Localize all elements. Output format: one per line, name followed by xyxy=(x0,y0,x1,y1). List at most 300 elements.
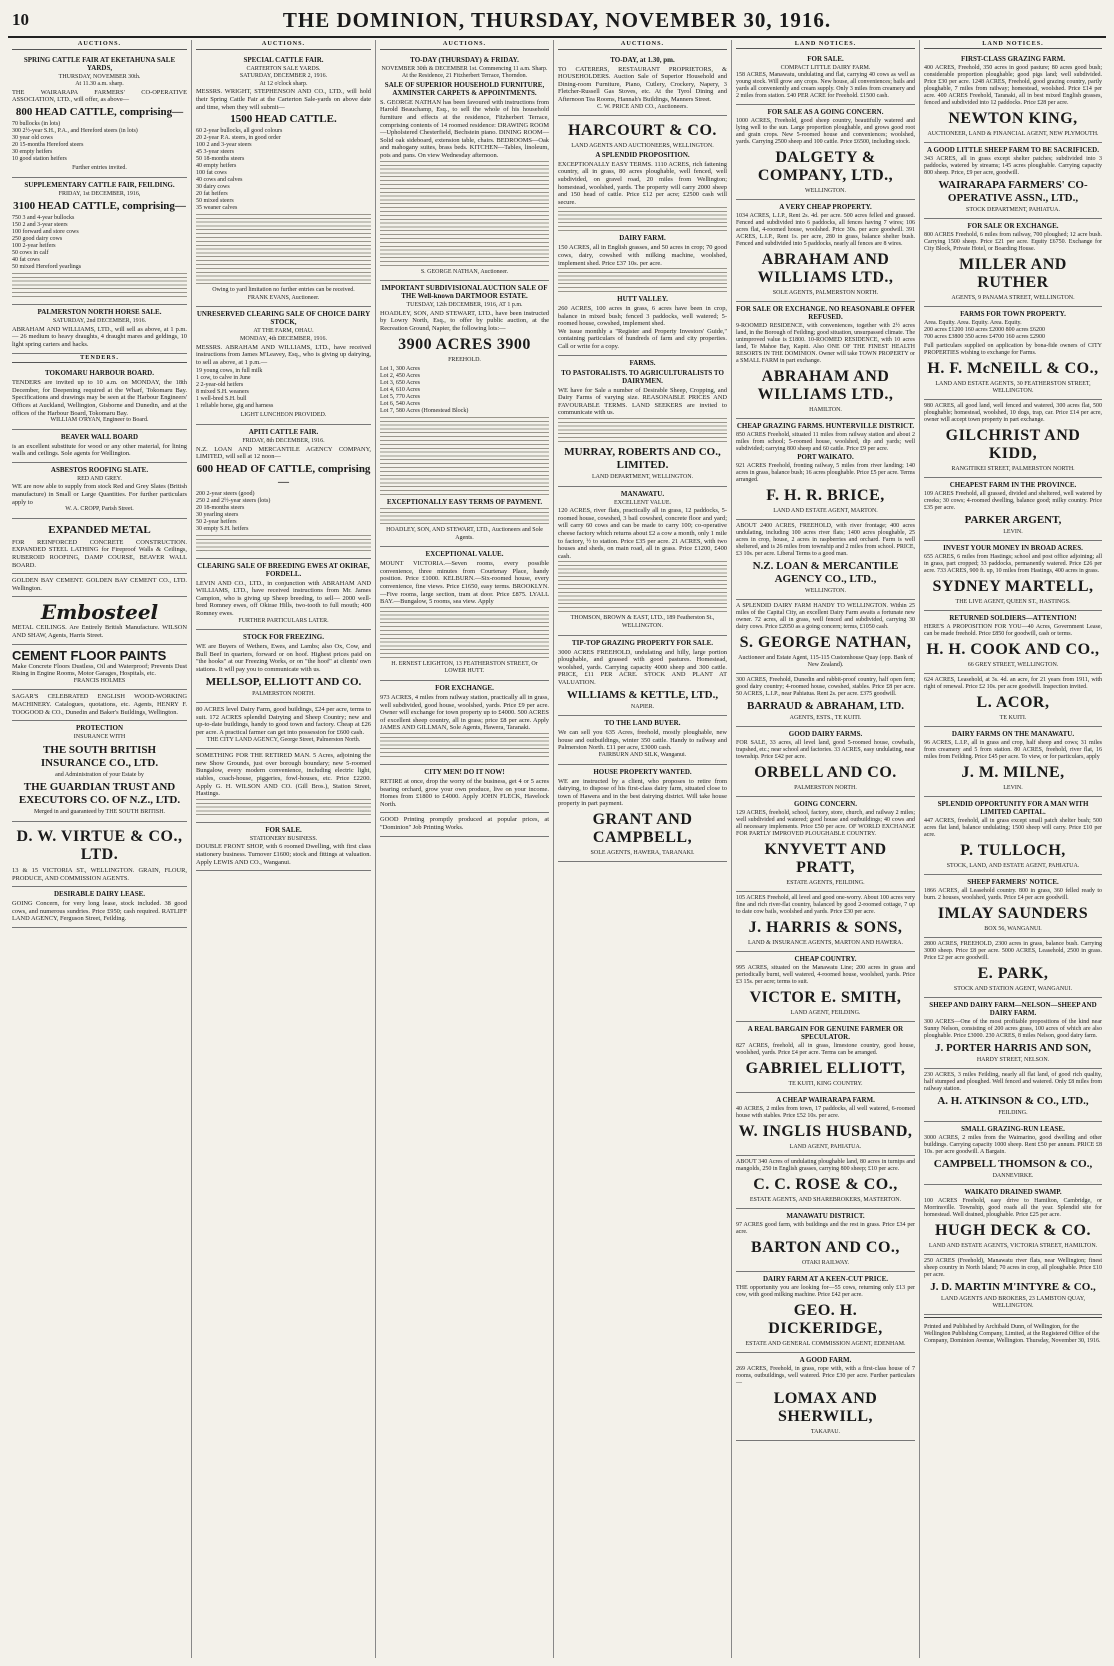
advert-signature: LAND AND ESTATE AGENTS, VICTORIA STREET, HAMILTON. xyxy=(928,1243,1098,1249)
advert-body: 100 ACRES Freehold, easy drive to Hamilton, Cambridge, or Morrinsville. Township, good roads all the year. Splendid site for homestead. Well drained, ploughable. Price £25 per acre. xyxy=(924,1198,1102,1218)
list-item: Lot 2, 450 Acres xyxy=(380,373,420,380)
section-heading: LAND NOTICES. xyxy=(736,40,915,49)
list-item: 100 2-year heifers xyxy=(12,243,56,250)
list-item: 250 2 and 2½-year steers (lots) xyxy=(196,497,271,504)
advert-body: 150 ACRES, all in English grasses, and 50 acres in crop; 70 good cows, dairy, cowshed with milking machine, woolshed, implement shed. Price £37 10s. per acre. xyxy=(558,244,727,267)
advert-title: INVEST YOUR MONEY IN BROAD ACRES. xyxy=(943,544,1083,552)
advert-headline: EXPANDED METAL xyxy=(48,523,151,536)
advert-headline: ABRAHAM AND WILLIAMS LTD., xyxy=(757,251,894,286)
advert xyxy=(736,302,915,419)
advert xyxy=(924,478,1102,541)
advert-body: 230 ACRES, 3 miles Feilding, nearly all flat land, of good rich quality, half stumped and ploughed. Well fenced and watered. Only £8 miles from railway station. xyxy=(924,1072,1102,1092)
advert-title: CLEARING SALE OF BREEDING EWES AT OKIRAE, FORDELL. xyxy=(197,561,370,578)
advert-body: 827 ACRES, freehold, all in grass, limestone country, good house, woolshed, yards. Price £4 per acre. Terms can be arranged. xyxy=(736,1043,915,1056)
advert xyxy=(736,1209,915,1272)
advert xyxy=(736,52,915,105)
advert xyxy=(12,366,187,430)
advert xyxy=(12,53,187,178)
advert-subtitle: RED AND GREY. xyxy=(77,475,122,482)
advert-footnote: EXCEPTIONALLY EASY TERMS OF PAYMENT. xyxy=(386,498,543,507)
list-item: Lot 1, 300 Acres xyxy=(380,366,420,373)
advert-signature: THOMSON, BROWN & EAST, LTD., 189 Featherston St., WELLINGTON. xyxy=(570,615,715,629)
list-item: 19 young cows, in full milk xyxy=(196,368,263,375)
advert-title: TOKOMARU HARBOUR BOARD. xyxy=(45,369,154,378)
advert-signature: 66 GREY STREET, WELLINGTON. xyxy=(967,662,1059,668)
advert xyxy=(924,1255,1102,1315)
advert-body: Make Concrete Floors Dustless, Oil and Waterproof; Prevents Dust Rising in Engine Rooms, Motor Garages, Hospitals, etc. xyxy=(12,662,187,678)
advert-body: is an excellent substitute for wood or any other material, for lining walls and ceilings. Sole agents for Wellington. xyxy=(12,442,187,458)
advert xyxy=(736,1156,915,1209)
advert-body: 624 ACRES, Leasehold, at 3s. 4d. an acre, for 21 years from 1911, with right of renewal. Price £2 10s. per acre goodwill. Inspection invited. xyxy=(924,677,1102,690)
advert xyxy=(736,797,915,892)
section-heading: AUCTIONS. xyxy=(12,40,187,50)
advert-headline: SYDNEY MARTELL, xyxy=(932,578,1094,595)
advert-title: PROTECTION xyxy=(75,724,124,733)
advert-signature: STOCK AND STATION AGENT, WANGANUI. xyxy=(953,986,1073,992)
advert-headline: MELLSOP, ELLIOTT AND CO. xyxy=(205,675,362,688)
list-item: 30 empty heifers xyxy=(12,148,53,155)
advert-body: LEVIN AND CO., LTD., in conjunction with ABRAHAM AND WILLIAMS, LTD., have received instructions from Mr. James Campion, who is giving up Sheep breeding, to sell— 2000 well-bred Romney ewes, off Okirae Hills, two-tooth to full mouth; 400 Romney ewes. xyxy=(196,579,371,618)
advert xyxy=(12,597,187,644)
advert-signature: Auctioneer and Estate Agent, 115-115 Customhouse Quay (opp. Bank of New Zealand). xyxy=(738,655,913,668)
advert-signature: DANNEVIRKE. xyxy=(992,1173,1034,1179)
advert-signature: THE CITY LAND AGENCY, George Street, Palmerston North. xyxy=(206,736,361,743)
advert-headline: GILCHRIST AND KIDD, xyxy=(945,427,1081,462)
advert xyxy=(12,178,187,306)
advert-subtitle: FREEHOLD. xyxy=(448,356,481,363)
advert-signature: LAND AGENT, PAHIATUA. xyxy=(789,1144,862,1150)
advert-signature: OTAKI RAILWAY. xyxy=(801,1260,850,1266)
list-item: Lot 6, 540 Acres xyxy=(380,401,420,408)
advert-body: 269 ACRES, Freehold, in grass, rope with, with a first-class house of 7 rooms, outbuildings, well watered. Price £30 per acre. Further particulars— xyxy=(736,1366,915,1386)
advert xyxy=(12,690,187,721)
page-number: 10 xyxy=(12,10,29,29)
advert-body: 300 ACRES, Freehold, Dunedin and rabbit-proof country, half open fern; good dairy country; 4-roomed house, cowshed, stables. Price £8 per acre. 50 ACRES, L.I.P., near Pahiatua. Rent 2s. per acre. £375 goodwill. xyxy=(736,677,915,697)
advert-title: RETURNED SOLDIERS—ATTENTION! xyxy=(949,614,1077,622)
advert-body: N.Z. LOAN AND MERCANTILE AGENCY COMPANY, LIMITED, will sell at 12 noon— xyxy=(196,445,371,461)
column-4 xyxy=(554,40,732,1658)
advert-title: DESIRABLE DAIRY LEASE. xyxy=(53,890,146,899)
list-item: Lot 7, 580 Acres (Homestead Block) xyxy=(380,408,469,415)
advert-headline: THE SOUTH BRITISH INSURANCE CO., LTD. xyxy=(40,743,159,769)
advert xyxy=(924,400,1102,478)
advert-title: A VERY CHEAP PROPERTY. xyxy=(779,203,872,211)
advert-body: WE are now able to supply from stock Red and Grey Slates (British manufacture) in Small or Large Quantities. For further particulars apply to xyxy=(12,483,187,506)
advert-body: 96 ACRES, L.I.P., all in grass and crop, half sheep and cows; 31 miles from creamery and 5 from station. 80 ACRES, freehold, river flat, 16 miles from Feilding. Price £45 per acre. To view, or for particulars, apply xyxy=(924,740,1102,760)
advert xyxy=(12,887,187,928)
advert-signature: LAND AND ESTATE AGENTS, 30 FEATHERSTON STREET, WELLINGTON. xyxy=(935,381,1091,394)
advert-headline: BARRAUD & ABRAHAM, LTD. xyxy=(747,700,904,712)
list-item: 100 forward and store cows xyxy=(12,229,79,236)
advert xyxy=(924,1122,1102,1185)
advert-title: ASBESTOS ROOFING SLATE. xyxy=(50,465,149,474)
list-item: 100 2 and 3-year steers xyxy=(196,142,252,149)
advert-title: DAIRY FARM AT A KEEN-CUT PRICE. xyxy=(763,1275,888,1283)
advert-signature: BOX 56, WANGANUI. xyxy=(984,926,1042,932)
advert xyxy=(196,53,371,308)
advert-title: HOUSE PROPERTY WANTED. xyxy=(593,767,692,776)
advert xyxy=(736,1272,915,1353)
advert-title: DAIRY FARM. xyxy=(619,234,666,243)
advert-body: 921 ACRES Freehold, fronting railway, 5 miles from river landing; 140 acres in grass, balance bush; 16 acres ploughable. Price £5 per acre. Terms arranged. xyxy=(736,463,915,483)
advert-body: DOUBLE FRONT SHOP, with 6 roomed Dwelling, with first class stationery business. Turnover £1600; stock and fittings at valuation. Apply LEWIS AND CO., Wanganui. xyxy=(196,843,371,866)
advert-headline: E. PARK, xyxy=(977,965,1049,982)
advert-subtitle: CARTERTON SALE YARDS. xyxy=(246,65,321,72)
advert-title: SPLENDID OPPORTUNITY FOR A MAN WITH LIMITED CAPITAL. xyxy=(937,800,1089,816)
advert-headline: A. H. ATKINSON & CO., LTD., xyxy=(937,1095,1089,1107)
advert-title: A GOOD FARM. xyxy=(799,1356,852,1364)
advert-body: Full particulars supplied on application by bona-fide owners of CITY PROPERTIES wishing to exchange for Farms. xyxy=(924,343,1102,356)
advert-body: 109 ACRES Freehold, all grassed, divided and sheltered, well watered by creeks; 30 cows; 4-roomed dwelling, balance good; milky country. Price £35 per acre. xyxy=(924,491,1102,511)
advert-body: HOADLEY, SON, AND STEWART, LTD., have been instructed by Lowry North, Esq., to offer by public auction, at the Recreation Ground, Napier, the following lots:— xyxy=(380,309,549,332)
advert-body: 9-ROOMED RESIDENCE, with conveniences, together with 2½ acres land, in the Borough of Feilding; good situation, unsurpassed climate. The unimproved value is £1800. 10-ROOMED RESIDENCE, with 10 acres land, Te Mahoe Bay, Kapiti. Also ONE OF THE FINEST HEALTH RESORTS IN THE DOMINION. Owner will take TOWN PROPERTY or a SMALL FARM in part exchange. xyxy=(736,323,915,364)
advert-body: 447 ACRES, freehold, all in grass except small patch shelter bush; 500 acres flat land, balance undulating; 1500 sheep will carry. Price £10 per acre. xyxy=(924,818,1102,838)
advert-title: EXCEPTIONAL VALUE. xyxy=(425,550,504,559)
advert-title: CHEAP COUNTRY. xyxy=(794,955,857,963)
advert-body: ABOUT 2400 ACRES, FREEHOLD, with river frontage; 400 acres undulating, including 100 acres river flats; 1400 acres ploughable, 25 acres in crop, house, 2 acres in raspberries and orchard. Farm is well sheltered, and is 26 miles from township and 2 miles from school. PRICE, £3 10s. per acre. Liberal Terms to a good man. xyxy=(736,523,915,557)
advert-title: IMPORTANT SUBDIVISIONAL AUCTION SALE OF THE Well-known DARTMOOR ESTATE. xyxy=(381,284,548,301)
advert-signature: WELLINGTON. xyxy=(804,188,847,194)
advert-signature: SOLE AGENTS, HAWERA, TARANAKI. xyxy=(590,849,695,856)
advert-body: METAL CEILINGS. Are Entirely British Manufacture. WILSON AND SHAW, Agents, Harris Street. xyxy=(12,624,187,639)
advert xyxy=(558,53,727,117)
list-item: 50 18-months steers xyxy=(196,156,245,163)
advert-body: FOR SALE, 33 acres, all level land, good 5-roomed house, cowbails, trapshed, etc.; near school and factories. 33 ACRES, easy undulating, near township. Price £42 per acre. xyxy=(736,740,915,760)
advert-headline: GABRIEL ELLIOTT, xyxy=(745,1060,906,1077)
list-item: 45 3-year steers xyxy=(196,149,234,156)
advert xyxy=(736,200,915,302)
advert-date: FRIDAY, 8th DECEMBER, 1916. xyxy=(242,437,325,444)
advert-text: and Administration of your Estate by xyxy=(55,771,144,778)
advert-body: ABOUT 340 Acres of undulating ploughable land, 80 acres in turnips and mangolds, 250 in English grasses, carrying 800 sheep; £10 per acre. xyxy=(736,1159,915,1172)
advert-title: SUPPLEMENTARY CATTLE FAIR, FEILDING. xyxy=(24,180,175,189)
advert-subtitle: LAND AGENTS AND AUCTIONEERS, WELLINGTON. xyxy=(571,143,714,150)
advert-body: GOING Concern, for very long lease, stock included. 38 good cows, and numerous sundries. Price £950; cash required. RATLIFF LAND AGENCY, Ferguson Street, Feilding. xyxy=(12,900,187,923)
advert-body: 655 ACRES, 6 miles from Hastings; school and post office adjoining; all in grass, part cropped; 33 paddocks, permanently watered. Price £26 per acre. 733 ACRES, 900 ft. up, 10 miles from Hastings, 400 acres in grass. xyxy=(924,554,1102,574)
advert-signature: ESTATE AND GENERAL COMMISSION AGENT, EDENHAM. xyxy=(745,1341,906,1347)
advert xyxy=(736,105,915,200)
advert-headline: H. F. McNEILL & CO., xyxy=(927,360,1099,377)
list-item: 2 2-year-old heifers xyxy=(196,382,244,389)
advert-signature: LAND AND ESTATE AGENT, MARTON. xyxy=(773,508,878,514)
advert-title: TO THE LAND BUYER. xyxy=(604,719,681,728)
newspaper-title: THE DOMINION, THURSDAY, NOVEMBER 30, 1916. xyxy=(282,8,832,32)
advert-title: DAIRY FARMS ON THE MANAWATU. xyxy=(951,730,1075,738)
page-columns xyxy=(8,40,1106,1658)
advert-body: GOOD Printing promptly produced at popular prices, at "Dominion" Job Printing Works. xyxy=(380,816,549,831)
advert-signature: HOADLEY, SON, AND STEWART, LTD., Auctioneers and Sole Agents. xyxy=(386,527,543,541)
advert xyxy=(924,541,1102,611)
advert-title: SMALL GRAZING-RUN LEASE. xyxy=(961,1125,1065,1133)
list-item: 60 2-year bullocks, all good colours xyxy=(196,128,283,135)
advert-headline: C. C. ROSE & CO., xyxy=(753,1176,898,1193)
advert-signature: WILLIAM O'RYAN, Engineer to Board. xyxy=(50,417,149,424)
advert-title: A REAL BARGAIN FOR GENUINE FARMER OR SPECULATOR. xyxy=(747,1025,904,1041)
advert-body: 129 ACRES, freehold, school, factory, store, church, and railway 2 miles; well subdivided and watered; good house and outbuildings; 40 cows and all necessary implements. Price £50 per acre. OF WORLD EXCHANGE FOR PARTLY IMPROVED PLOUGHABLE COUNTRY. xyxy=(736,810,915,837)
advert-title: SPECIAL CATTLE FAIR. xyxy=(243,55,324,64)
section-heading: TENDERS. xyxy=(12,354,187,364)
advert xyxy=(196,749,371,823)
advert-body: FOR REINFORCED CONCRETE CONSTRUCTION. EXPANDED STEEL LATHING for Fireproof Walls & Ceilings, RUBEROID ROOFING, DAMP COURSE, BEAVER WALL BOARD. xyxy=(12,538,187,569)
advert xyxy=(924,611,1102,674)
advert-title: A GOOD LITTLE SHEEP FARM TO BE SACRIFICED. xyxy=(927,146,1099,154)
advert-date: FRIDAY, 1st DECEMBER, 1916, xyxy=(58,190,141,197)
advert-headline: P. TULLOCH, xyxy=(960,842,1066,859)
advert-headline: GRANT AND CAMPBELL, xyxy=(592,810,693,846)
advert-body: MOUNT VICTORIA.—Seven rooms, every possible convenience, three minutes from Courtenay Place, handy position. Price £1000. KELBURN.—Six-roomed house, every convenience, fine views. Price £1650, easy terms. BROOKLYN.—Five rooms, large section, tram at door. Price £875. LYALL BAY.—Bungalow, 5 rooms, sea view. Apply xyxy=(380,560,549,606)
advert-date: SATURDAY, 2nd DECEMBER, 1916. xyxy=(52,318,147,325)
advert-body: 973 ACRES, 4 miles from railway station, practically all in grass, well subdivided, good house, woolshed, yards. Price £9 per acre. Owner will exchange for town property up to £4000. 500 ACRES of excellent sheep country, all in grass; price £8 per acre. Apply JAMES AND GILLMAN, Sole Agents, Hawera, Taranaki. xyxy=(380,694,549,732)
advert-title: GOING CONCERN. xyxy=(793,800,857,808)
advert xyxy=(924,875,1102,938)
table-row: Area. Equity. Area. Equity. Area. Equity. xyxy=(924,320,1022,326)
advert xyxy=(736,1093,915,1156)
advert-signature: TE KUITI, KING COUNTRY. xyxy=(788,1081,863,1087)
advert-headline: J. PORTER HARRIS AND SON, xyxy=(934,1042,1092,1054)
column-6 xyxy=(920,40,1106,1658)
advert xyxy=(924,1069,1102,1122)
advert-signature: LAND DEPARTMENT, WELLINGTON. xyxy=(591,474,694,481)
advert-signature: FAIRBURN AND SILK, Wanganui. xyxy=(598,751,687,758)
embosteel-logo: Embosteel xyxy=(40,600,159,625)
advert xyxy=(736,520,915,600)
advert-signature: HARDY STREET, NELSON. xyxy=(976,1057,1050,1063)
advert-title: TO-DAY (THURSDAY) & FRIDAY. xyxy=(410,55,519,64)
advert-title: BEAVER WALL BOARD xyxy=(60,432,139,441)
advert-title: HUTT VALLEY. xyxy=(617,295,668,304)
advert-body: 800 ACRES Freehold, 6 miles from railway, 700 ploughed; 12 acre bush. Carrying 1500 sheep. Price £21 per acre. Equity £6750. Exchange for City Block, Private Hotel, or Boarding House. xyxy=(924,232,1102,252)
list-item: 30 year old cows xyxy=(12,134,53,141)
advert-title: FOR SALE. xyxy=(265,825,302,834)
advert-body: 105 ACRES Freehold, all level and good one-worry. About 100 acres very fine and rich river-flat country, balanced by good 2-roomed cottage, 7 up to date cow bails, woolshed and yards. Price £30 per acre. xyxy=(736,895,915,915)
advert-signature: PALMERSTON NORTH. xyxy=(252,690,315,697)
advert-body: 80 ACRES level Dairy Farm, good buildings, £24 per acre, terms to suit. 172 ACRES splendid Dairying and Sheep Country; new and up-to-date buildings, handy to good town and factory. Cheap at £26 per acre. A practical farmer can get into possession for £600 cash. xyxy=(196,706,371,736)
advert-body: TENDERS are invited up to 10 a.m. on MONDAY, the 18th December, for Deepening required at the Wharf, Tokomaru Bay. Specifications and drawings may be seen at the Harbour Engineers' Offices at Auckland, Wellington, Gisborne and Dunedin, and at the offices of the Harbour Board, Tokomaru Bay. xyxy=(12,379,187,417)
advert-body: THE WAIRARAPA FARMERS' CO-OPERATIVE ASSOCIATION, LTD., will offer, as above— xyxy=(12,88,187,104)
list-item: 40 cows and calves xyxy=(196,177,243,184)
advert xyxy=(12,574,187,597)
list-item: 20 18-months steers xyxy=(196,504,245,511)
advert-signature: LAND & INSURANCE AGENTS, MARTON AND HAWERA. xyxy=(747,940,904,946)
advert-headline: THE GUARDIAN TRUST AND EXECUTORS CO. OF N.Z., LTD. xyxy=(18,781,181,807)
advert-body: 13 & 15 VICTORIA ST., WELLINGTON. GRAIN, FLOUR, PRODUCE, AND COMMISSION AGENTS. xyxy=(12,866,187,882)
column-2 xyxy=(192,40,376,1658)
advert-signature: W. A. CROPP, Parish Street. xyxy=(65,506,134,513)
advert-body: S. GEORGE NATHAN has been favoured with instructions from Harold Beauchamp, Esq., to sell the whole of his household furniture and effects at the residence, Fitzherbert Terrace, comprising contents of 14 roomed residence: DRAWING ROOM—Upholstered Chesterfield, Bechstein piano. DINING ROOM—Solid oak sideboard, extension table, chairs. BEDROOMS—Oak and mahogany suites, brass beds. KITCHEN—Tables, linoleum, pots and pans. On view Wednesday afternoon. xyxy=(380,98,549,159)
advert xyxy=(380,813,549,836)
advert-headline: 600 HEAD OF CATTLE, comprising— xyxy=(196,462,371,488)
advert-title: STOCK FOR FREEZING. xyxy=(243,633,324,642)
advert-body: 120 ACRES, river flats, practically all in grass, 12 paddocks, 5-roomed house, cowshed, 3 bail cowshed, concrete floor and yard; will carry 60 cows and can be made to carry 100; co-operative cheese factory which returns about £2 a cow a month, only 1 mile to factory, ½ to station. Price £35 per acre. 21 ACRES, with two houses and sheds, on main road, all in grass. Price £1200, £400 cash. xyxy=(558,507,727,560)
masthead xyxy=(8,6,1106,38)
advert-headline: 1500 HEAD CATTLE. xyxy=(230,113,337,126)
advert-signature: AGENTS, 9 PANAMA STREET, WELLINGTON. xyxy=(951,295,1075,301)
advert-signature: STOCK DEPARTMENT, PAHIATUA. xyxy=(966,207,1060,213)
advert-headline: IMLAY SAUNDERS xyxy=(937,905,1089,922)
advert-body: GOLDEN BAY CEMENT. GOLDEN BAY CEMENT CO., LTD. Wellington. xyxy=(12,577,187,592)
advert-signature: AGENTS, ESTS., TE KUITI. xyxy=(789,715,862,721)
advert-signature: TE KUITI. xyxy=(999,715,1027,721)
advert xyxy=(12,305,187,353)
advert xyxy=(924,674,1102,727)
advert-title: A CHEAP WAIRARAPA FARM. xyxy=(776,1096,875,1104)
advert xyxy=(380,765,549,813)
advert-headline: 800 HEAD CATTLE, comprising— xyxy=(15,105,184,118)
list-item: 1 reliable horse, gig and harness xyxy=(196,403,274,410)
advert-body: 400 ACRES, Freehold, 350 acres in good pasture; 80 acres good bush; considerable proportion ploughable; good pigs land; well subdivided. Price £30 per acre. 1248 ACRES, Freehold, good grazing country, partly ploughable, 7 miles from railway; homestead, woolshed. Price £14 per acre. 400 ACRES Freehold, Taranaki, all in best mixed English grasses, fenced and subdivided into 12 paddocks. Price £28 per acre. xyxy=(924,65,1102,106)
advert-place: At the Residence, 21 Fitzherbert Terrace, Thorndon. xyxy=(401,73,528,80)
advert xyxy=(736,419,915,520)
advert-headline: J. HARRIS & SONS, xyxy=(748,919,903,936)
advert-signature: ESTATE AGENTS, AND SHAREBROKERS, MASTERTON. xyxy=(749,1197,902,1203)
advert xyxy=(924,52,1102,143)
advert-headline: HARCOURT & CO. xyxy=(568,122,717,140)
advert-headline: WAIRARAPA FARMERS' CO-OPERATIVE ASSN., LTD., xyxy=(938,179,1088,204)
advert-headline: J. M. MILNE, xyxy=(961,764,1065,781)
advert xyxy=(196,630,371,703)
advert xyxy=(924,998,1102,1069)
list-item: 20 fat heifers xyxy=(196,191,228,198)
advert xyxy=(196,559,371,631)
advert-title: FOR SALE OR EXCHANGE. xyxy=(967,222,1059,230)
advert-title: GOOD DAIRY FARMS. xyxy=(788,730,863,738)
advert xyxy=(924,938,1102,998)
advert-subtitle: SALE OF SUPERIOR HOUSEHOLD FURNITURE, AXMINSTER CARPETS & APPOINTMENTS. xyxy=(384,80,545,97)
advert-title: CHEAPEST FARM IN THE PROVINCE. xyxy=(949,481,1077,489)
advert-footnote: Further entries invited. xyxy=(72,164,127,171)
advert xyxy=(558,765,727,863)
advert-body: 1034 ACRES, L.I.P., Rent 2s. 4d. per acre. 500 acres felled and grassed. Fenced and subdivided into 6 paddocks, all fences having 7 wires; 106 acres flat, 4-roomed house, woolshed. Price 30s. per acre goodwill. 391 ACRES, L.I.P., Rent 1s. per acre, 280 in grass, balance shelter bush. Fenced and subdivided into 5 paddocks, nearly all fences are 8 wires. xyxy=(736,213,915,247)
advert-signature: LAND AGENTS AND BROKERS, 23 LAMBTON QUAY, WELLINGTON. xyxy=(941,1296,1085,1309)
advert-body: MESSRS. WRIGHT, STEPHENSON AND CO., LTD., will hold their Spring Cattle Fair at the Carterton Sale-yards on above date and time, when they will submit— xyxy=(196,88,371,111)
advert-title: PORT WAIKATO. xyxy=(797,453,854,461)
advert-headline: HUGH DECK & CO. xyxy=(935,1222,1091,1239)
advert xyxy=(12,822,187,887)
advert-body: WE have for Sale a number of Desirable Sheep, Cropping, and Dairy Farms of varying size. REASONABLE PRICES AND FAVOURABLE TERMS. LAND SEEKERS are invited to communicate with us. xyxy=(558,386,727,417)
advert-headline: KNYVETT AND PRATT, xyxy=(764,841,887,876)
list-item: Lot 5, 770 Acres xyxy=(380,394,420,401)
advert-body: 300 ACRES—One of the most profitable propositions of the kind near Sunny Nelson, consisting of 200 acres grass, 100 acres of which are also ploughable. Price £3000. 230 ACRES, 8 miles Nelson, good dairy farm. xyxy=(924,1019,1102,1039)
advert xyxy=(924,727,1102,797)
advert-headline: J. D. MARTIN M'INTYRE & CO., xyxy=(930,1281,1096,1293)
advert-body: EXCEPTIONALLY EASY TERMS. 1110 ACRES, rich fattening country, all in grass, 80 acres ploughable, well fenced, well subdivided, on gravel road, 20 miles from Wellington; homestead, woolshed, yards. The property will carry 2000 sheep and 150 head of cattle. Price £12 per acre; £2500 cash will secure. xyxy=(558,160,727,206)
advert xyxy=(736,1353,915,1441)
section-heading: AUCTIONS. xyxy=(196,40,371,50)
advert xyxy=(12,721,187,822)
list-item: 300 2½-year S.H., P.A., and Hereford steers (in lots) xyxy=(12,127,138,134)
advert-signature: FRANK EVANS, Auctioneer. xyxy=(247,294,320,301)
advert-body: THE opportunity you are looking for—55 cows, returning only £13 per cow, with good milking machine. Price £42 per acre. xyxy=(736,1285,915,1298)
advert-body: 980 ACRES, all good land, well fenced and watered, 300 acres flat, 500 ploughable; homestead, woolshed, 10 dogs, trap, car. Price £14 per acre, owner will accept town property in part exchange. xyxy=(924,403,1102,423)
advert-headline: ABRAHAM AND WILLIAMS LTD., xyxy=(757,368,894,403)
advert-body: SAGAR'S CELEBRATED ENGLISH WOOD-WORKING MACHINERY. Catalogues, quotations, etc. Agents, HENRY F. TOOGOOD & CO., Dunedin and Baker's Buildings, Wellington. xyxy=(12,693,187,716)
advert xyxy=(196,823,371,871)
advert-title: UNRESERVED CLEARING SALE OF CHOICE DAIRY STOCK, xyxy=(196,310,371,327)
advert-title: CITY MEN! DO IT NOW! xyxy=(424,768,505,776)
advert-signature: WELLINGTON. xyxy=(804,588,847,594)
advert-headline: DALGETY & COMPANY, LTD., xyxy=(757,149,894,184)
advert-headline: GEO. H. DICKERIDGE, xyxy=(768,1302,883,1337)
advert-body: 1000 ACRES, Freehold, good sheep country, beautifully watered and lying well to the sun. Large proportion ploughable, and grows good root and grain crops. New 5-roomed house and conveniences; woolshed, yards. Carrying 2500 sheep and 100 cattle. Price £6500, including stock. xyxy=(736,118,915,145)
advert-footnote: Owing to yard limitation no further entries can be received. xyxy=(212,287,355,294)
advert-headline: S. GEORGE NATHAN, xyxy=(739,634,912,651)
advert xyxy=(736,952,915,1022)
advert-date: SATURDAY, DECEMBER 2, 1916. xyxy=(239,73,328,80)
advert-title: A SPLENDID PROPOSITION. xyxy=(595,150,690,159)
advert-signature: SOLE AGENTS, PALMERSTON NORTH. xyxy=(772,290,879,296)
list-item: Lot 4, 610 Acres xyxy=(380,387,420,394)
advert-time: At 11.30 a.m. sharp. xyxy=(75,81,124,88)
list-item: 150 2 and 3-year steers xyxy=(12,222,68,229)
advert-headline: ORBELL AND CO. xyxy=(754,764,897,781)
advert-body: HERE'S A PROPOSITION FOR YOU—40 Acres, Government Lease, can be made freehold. Price £850 for goodwill, cash or terms. xyxy=(924,624,1102,637)
section-heading: LAND NOTICES. xyxy=(924,40,1102,49)
advert xyxy=(736,674,915,727)
advert-subtitle: STATIONERY BUSINESS. xyxy=(249,835,318,842)
list-item: 100 fat cows xyxy=(196,170,227,177)
advert-subtitle: COMPACT LITTLE DAIRY FARM. xyxy=(780,65,871,71)
advert xyxy=(558,116,727,356)
advert-headline: L. ACOR, xyxy=(976,694,1050,711)
advert-signature: H. ERNEST LEIGHTON, 13 FEATHERSTON STREET, Or LOWER HUTT. xyxy=(391,660,538,675)
advert xyxy=(558,356,727,487)
advert-headline: NEWTON KING, xyxy=(948,110,1078,127)
advert xyxy=(558,636,727,717)
advert-signature: TAKAPAU. xyxy=(810,1429,841,1435)
advert-signature: ESTATE AGENTS, FEILDING. xyxy=(786,880,865,886)
advert-headline: H. H. COOK AND CO., xyxy=(926,641,1100,658)
advert-subtitle: TO PASTORALISTS. TO AGRICULTURALISTS TO DAIRYMEN. xyxy=(561,368,724,385)
advert-subtitle: EXCELLENT VALUE. xyxy=(614,499,671,506)
advert-headline: 3900 ACRES 3900 xyxy=(398,335,531,353)
advert-body: 97 ACRES good farm, with buildings and the rest in grass. Price £34 per acre. xyxy=(736,1222,915,1235)
advert-signature: NAPIER. xyxy=(630,703,655,710)
advert-title: SPRING CATTLE FAIR AT EKETAHUNA SALE YARDS, xyxy=(23,55,176,72)
advert-signature: FRANCIS HOLMES xyxy=(73,677,126,684)
advert-body: 260 ACRES, 100 acres in grass, 6 acres have been in crop, balance in mixed bush; fenced 3 paddocks, well watered; 5-roomed house, cowshed, implement shed. xyxy=(558,305,727,328)
advert xyxy=(12,645,187,691)
advert-headline: W. INGLIS HUSBAND, xyxy=(738,1123,913,1140)
advert-footnote: We issue monthly a "Register and Property Investors' Guide," containing particulars of hundreds of farm and city properties. Call or write for a copy. xyxy=(558,327,727,351)
advert-headline: 3100 HEAD CATTLE, comprising— xyxy=(13,200,186,213)
advert-body: 343 ACRES, all in grass except shelter patches; subdivided into 3 paddocks, watered by streams; 145 acres ploughable. Carrying capacity 800 sheep. Price, £9 per acre, goodwill. xyxy=(924,156,1102,176)
advert xyxy=(924,1185,1102,1255)
list-item: 10 good station heifers xyxy=(12,155,67,162)
advert-body: 995 ACRES, situated on the Manawatu Line; 200 acres in grass and periodically burnt, well watered, 4-roomed house, woolshed, yards. Price £3 15s. per acre; terms to suit. xyxy=(736,965,915,985)
advert xyxy=(924,143,1102,219)
advert-date: NOVEMBER 30th & DECEMBER 1st. Commencing 11 a.m. Sharp. xyxy=(381,65,548,72)
advert-body: RETIRE at once, drop the worry of the business, get 4 or 5 acres bearing orchard, grow your own produce, live on your income. Homes from £1800 to £4000. Apply JOHN FLECK, Havelock North. xyxy=(380,778,549,808)
advert-footnote: FURTHER PARTICULARS LATER. xyxy=(238,617,329,624)
advert-title: CHEAP GRAZING FARMS. HUNTERVILLE DISTRICT. xyxy=(736,422,915,430)
advert-body: SOMETHING FOR THE RETIRED MAN. 5 Acres, adjoining the new Show Grounds, just over borough boundary; new 5-roomed Bungalow, every modern convenience, including electric light, stables, coach-house, piggeries, fowl-houses, etc. Price £2200. Apply G. H. WILSON AND CO. (Gill Bros.), Station Street, Hastings. xyxy=(196,752,371,798)
advert xyxy=(196,307,371,425)
advert-headline: BARTON AND CO., xyxy=(751,1239,900,1256)
list-item: 40 fat cows xyxy=(12,257,40,264)
advert-body: 1866 ACRES, all Leasehold country. 800 in grass, 360 felled ready to burn. 2 houses, woolshed, yards. Price £4 per acre goodwill. xyxy=(924,888,1102,901)
advert-body: WE are Buyers of Wethers, Ewes, and Lambs; also Ox, Cow, and Bull Beef in quarters, forward or on hoof. Highest prices paid on "the hooks" at our Freezing Works, or on "the hoof" at clients' own stations. It will pay you to communicate with us. xyxy=(196,643,371,674)
list-item: 50 mixed steers xyxy=(196,198,234,205)
advert-signature: STOCK, LAND, AND ESTATE AGENT, PAHIATUA. xyxy=(946,863,1080,869)
advert-body: 40 ACRES, 2 miles from town, 17 paddocks, all well watered, 6-roomed house with stables. Price £52 10s. per acre. xyxy=(736,1106,915,1119)
advert-title: TO-DAY, at 1.30, pm. xyxy=(610,55,675,64)
advert-footnote: LIGHT LUNCHEON PROVIDED. xyxy=(240,412,327,419)
advert-body: We can sell you 635 Acres, freehold, mostly ploughable, new house and outbuildings, winter 350 cattle. Handy to railway and Palmerston North. £11 per acre, £3000 cash. xyxy=(558,729,727,752)
advert-signature: S. GEORGE NATHAN, Auctioneer. xyxy=(420,268,509,275)
advert-signature: LEVIN. xyxy=(1003,785,1023,791)
advert-body: 3000 ACRES FREEHOLD, undulating and hilly, large portion ploughable, and grassed with good pastures. Homestead, woolshed, yards. Carrying capacity 4000 sheep and 300 cattle. PRICE, £11 PER ACRE. STOCK AND PLANT AT VALUATION. xyxy=(558,648,727,686)
advert xyxy=(380,53,549,282)
